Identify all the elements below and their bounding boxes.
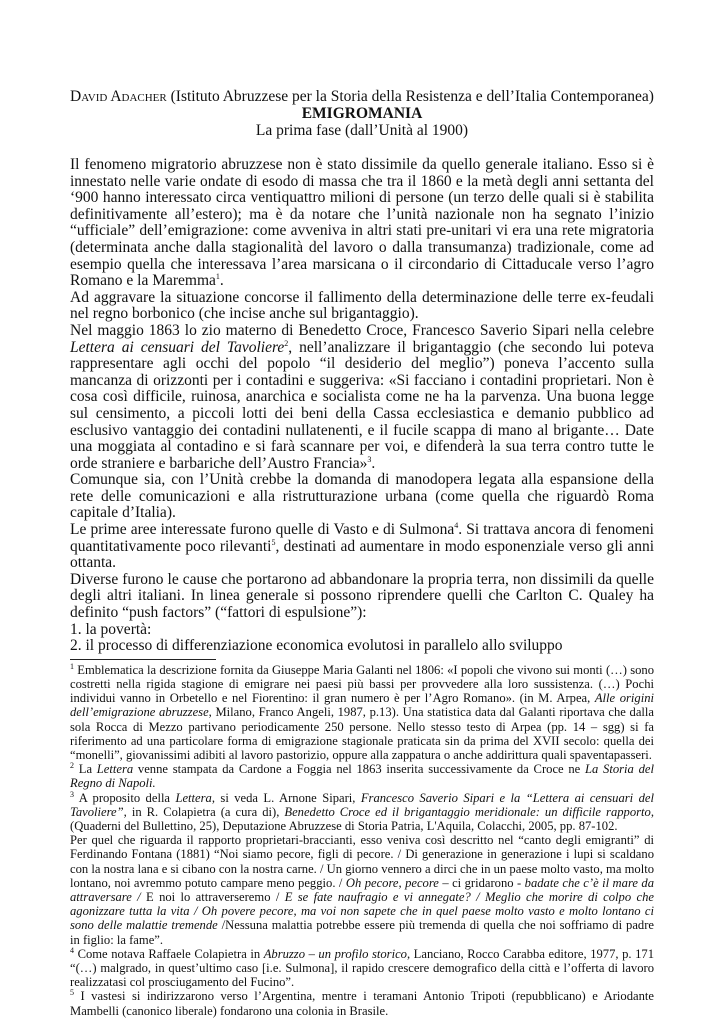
document-body (70, 157, 654, 655)
list-item-1: 1. la povertà: (70, 620, 152, 638)
paragraph-3: Nel maggio 1863 lo zio materno di Benedetto Croce, Francesco Saverio Sipari nella celebre Lettera ai censuari del Tavoliere$^2$, nell’analizzare il brigantaggio (che secondo lui poteva rappresentare agli occhi del popolo “il desiderio del meglio”) poneva l’accento sulla mancanza di orizzonti per i contadini e suggeriva: «Si facciano i contadini proprietari. Non è cosa così difficile, ruinosa, anarchica e socialista come ne ha la parvenza. Una buona legge sul censimento, a piccoli lotti dei beni della Cassa ecclesiastica e demanio pubblico ad esclusivo vantaggio dei contadini nullatenenti, e il fucile scappa di mano al brigante… Date una moggiata al contadino e si farà scannare per voi, e difenderà la sua terra contro tutte le orde straniere e barbariche dell’Austro Francia»$^3$. (70, 321, 654, 472)
footnote-3: $^3$ A proposito della Lettera, si veda L. Arnone Sipari, Francesco Saverio Sipari e la “Lettera ai censuari del Tavoliere”, in R. Colapietra (a cura di), Benedetto Croce ed il brigantaggio meridionale: un difficile rapporto, (Quaderni del Bullettino, 25), Deputazione Abruzzese di Storia Patria, L'Aquila, Colacchi, 2005, pp. 87-102. (70, 789, 654, 834)
footnote-ref-5: 5 (271, 537, 276, 547)
author-affiliation: (Istituto Abruzzese per la Storia della Resistenza e dell’Italia Contemporanea) (170, 88, 654, 105)
author-line (70, 88, 654, 105)
lettera-title: Lettera ai censuari del Tavoliere (70, 338, 285, 356)
footnote-5: $^5$ I vastesi si indirizzarono verso l’Argentina, mentre i teramani Antonio Tripoti (repubblicano) e Ariodante Mambelli (canonico liberale) fondarono una colonia in Brasile. (70, 988, 654, 1018)
document-title: EMIGROMANIA (301, 105, 423, 122)
document-subtitle: La prima fase (dall’Unità al 1900) (255, 122, 469, 139)
footnotes (70, 663, 654, 1018)
author-name: David Adacher (70, 88, 167, 105)
paragraph-2: Ad aggravare la situazione concorse il fallimento della determinazione delle terre ex-feudali nel regno borbonico (che incise anche sul brigantaggio). (70, 288, 654, 323)
footnote-4: $^4$ Come notava Raffaele Colapietra in Abruzzo – un profilo storico, Lanciano, Rocco Carabba editore, 1977, p. 171 “(…) malgrado, in quest’ultimo caso [i.e. Sulmona], il rapido crescere demografico della città e l’offerta di lavoro realizzatasi col prosciugamento del Fucino”. (70, 945, 654, 990)
footnote-ref-2: 2 (284, 338, 289, 348)
footnote-ref-4: 4 (454, 520, 459, 530)
footnote-2: $^2$ La Lettera venne stampata da Cardone a Foggia nel 1863 inserita successivamente da Croce ne La Storia del Regno di Napoli. (70, 761, 654, 791)
footnote-ref-3: 3 (367, 454, 372, 464)
document-page (70, 88, 654, 1018)
paragraph-6: Diverse furono le cause che portarono ad abbandonare la propria terra, non dissimili da quelle degli altri italiani. In linea generale si possono riprendere quelli che Carlton C. Qualey ha definito “push factors” (“fattori di espulsione”): (70, 570, 654, 622)
footnote-3-continued: Per quel che riguarda il rapporto proprietari-braccianti, esso veniva così descritto nel “canto degli emigranti” di Ferdinando Fontana (1881) “Noi siamo pecore, figli di pecore. / Di generazione in generazione i lupi si scaldano con la nostra lana e si cibano con la nostra carne. / Un giorno vennero a dirci che in un paese molto vasto, ma molto lontano, noi avremmo potuto campare meno peggio. / Oh pecore, pecore – ci gridarono - badate che c’è il mare da attraversare / E noi lo attraverseremo / E se fate naufragio e vi annegate? / Meglio che morire di colpo che agonizzare tutta la vita / Oh povere pecore, ma voi non sapete che in quel paese molto vasto e molto lontano ci sono delle malattie tremende /Nessuna malattia potrebbe essere più tremenda di quella che noi soffriamo di padre in figlio: la fame”. (70, 833, 655, 947)
paragraph-1: Il fenomeno migratorio abruzzese non è stato dissimile da quello generale italiano. Esso si è innestato nelle varie ondate di esodo di massa che tra il 1860 e la metà degli anni settanta del ‘900 hanno interessato circa ventiquattro milioni di persone (un terzo delle quali si è stabilita definitivamente all’estero); ma è da notare che l’unità nazionale non ha segnato l’inizio “ufficiale” dell’emigrazione: come avveniva in altri stati pre-unitari vi era una rete migratoria (determinata anche dalla stagionalità del lavoro o dalla transumanza) tradizionale, come ad esempio quella che interessava l’area marsicana o il circondario di Cittaducale verso l’agro Romano e la Maremma$^1$. (70, 156, 654, 290)
paragraph-5: Le prime aree interessate furono quelle di Vasto e di Sulmona$^4$. Si trattava ancora di fenomeni quantitativamente poco rilevanti$^5$, destinati ad aumentare in modo esponenziale verso gli anni ottanta. (70, 520, 655, 572)
footnote-separator (70, 659, 216, 660)
footnote-1: $^1$ Emblematica la descrizione fornita da Giuseppe Maria Galanti nel 1806: «I popoli che vivono sui monti (…) sono costretti nella rigida stagione di emigrare nei paesi più bassi per provvedere alla loro sussistenza. (…) Pochi individui vanno in Orbetello e nel Fiorentino: il gran numero è per l’Agro Romano». (in M. Arpea, Alle origini dell’emigrazione abruzzese, Milano, Franco Angeli, 1987, p.13). Una statistica data dal Galanti riportava che dalla sola Rocca di Mezzo partivano periodicamente 250 persone. Nello stesso testo di Arpea (pp. 14 – sgg) si fa riferimento ad una particolare forma di emigrazione stagionale praticata sin da prima del XVII secolo: quella dei “monelli”, giovanissimi adibiti al lavoro pastorizio, oppure alla zappatura o anche addirittura quali spaventapasseri. (70, 661, 655, 763)
document-header (70, 88, 654, 139)
footnote-ref-1: 1 (215, 272, 220, 281)
paragraph-4: Comunque sia, con l’Unità crebbe la domanda di manodopera legata alla espansione della rete delle comunicazioni e alla ristrutturazione urbana (come quella che riguardò Roma capitale d’Italia). (70, 471, 654, 522)
list-item-2: 2. il processo di differenziazione economica evolutosi in parallelo allo sviluppo (70, 637, 563, 655)
